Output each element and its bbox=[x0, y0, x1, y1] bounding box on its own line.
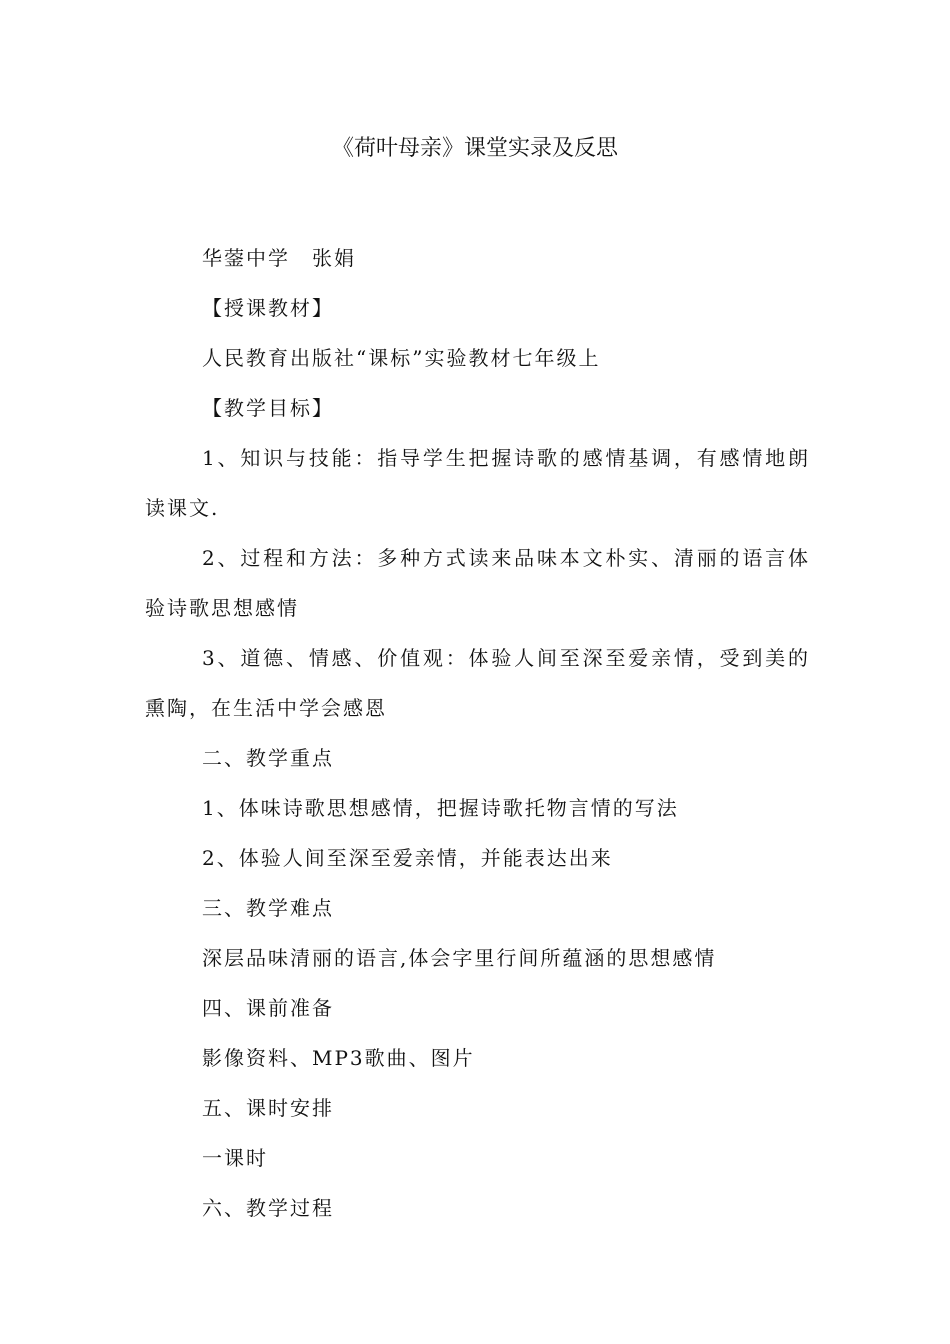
section-heading-schedule: 五、课时安排 bbox=[202, 1096, 334, 1120]
preparation-text: 影像资料、MP3歌曲、图片 bbox=[202, 1046, 475, 1070]
section-heading-textbook: 【授课教材】 bbox=[202, 296, 334, 320]
section-heading-objectives: 【教学目标】 bbox=[202, 396, 334, 420]
section-heading-key-points: 二、教学重点 bbox=[202, 746, 334, 770]
section-heading-process: 六、教学过程 bbox=[202, 1196, 334, 1220]
schedule-text: 一课时 bbox=[202, 1146, 268, 1170]
section-heading-preparation: 四、课前准备 bbox=[202, 996, 334, 1020]
objective-item-3: 3、道德、情感、价值观：体验人间至深至爱亲情，受到美的熏陶，在生活中学会感恩 bbox=[145, 646, 810, 720]
author-line: 华蓥中学 张娟 bbox=[202, 246, 356, 270]
key-point-item-2: 2、体验人间至深至爱亲情，并能表达出来 bbox=[202, 846, 613, 870]
document-title: 《荷叶母亲》课堂实录及反思 bbox=[331, 136, 618, 161]
objective-item-2: 2、过程和方法：多种方式读来品味本文朴实、清丽的语言体验诗歌思想感情 bbox=[145, 546, 810, 620]
section-heading-difficulties: 三、教学难点 bbox=[202, 896, 334, 920]
key-point-item-1: 1、体味诗歌思想感情，把握诗歌托物言情的写法 bbox=[202, 796, 679, 820]
difficulty-text: 深层品味清丽的语言,体会字里行间所蕴涵的思想感情 bbox=[202, 946, 717, 970]
document-body bbox=[145, 233, 810, 1233]
textbook-info: 人民教育出版社“课标”实验教材七年级上 bbox=[202, 346, 601, 370]
objective-item-1: 1、知识与技能：指导学生把握诗歌的感情基调，有感情地朗读课文. bbox=[145, 446, 810, 520]
